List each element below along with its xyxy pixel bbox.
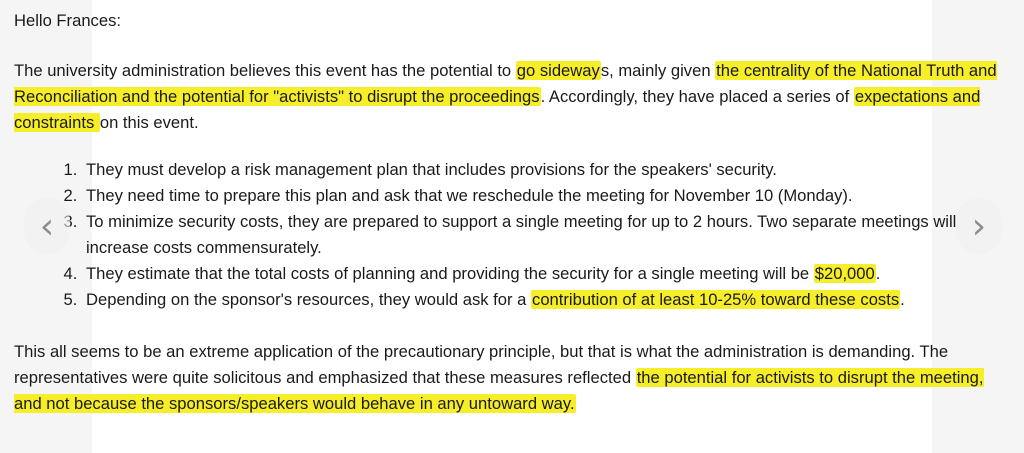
text-segment: To minimize security costs, they are prepared to support a single meeting for up to 2 hours. Two separate meetings will increase costs commensurately. [86, 212, 957, 257]
highlighted-text: the potential for activists to disrupt the meeting, and not because the sponsors/speakers would behave in any untoward way. [14, 368, 984, 413]
list-item [82, 183, 1010, 209]
text-segment: They estimate that the total costs of planning and providing the security for a single meeting will be [86, 264, 814, 283]
highlighted-text: the centrality of the National Truth and Reconciliation and the potential for "activists" to disrupt the proceedings [14, 61, 997, 106]
text-segment: on this event. [99, 113, 199, 132]
list-item [82, 287, 1010, 313]
greeting: Hello Frances: [14, 11, 121, 30]
list-item [82, 157, 1010, 183]
text-segment: . [875, 264, 881, 283]
text-segment: This all seems to be an extreme application of the precautionary principle, but that is what the administration is demanding. The representatives were quite solicitous and emphasized that these measures reflected [14, 342, 949, 387]
chevron-left-icon[interactable] [24, 198, 70, 254]
chevron-right-icon[interactable] [956, 198, 1002, 254]
paragraph-2 [14, 339, 1010, 417]
constraints-list [14, 157, 1010, 313]
highlighted-text: contribution of at least 10-25% toward these costs [532, 290, 900, 309]
highlighted-text: go sideway [516, 61, 600, 80]
paragraph-1 [14, 58, 1010, 136]
text-segment: They need time to prepare this plan and ask that we reschedule the meeting for November 10 (Monday). [86, 186, 853, 205]
text-segment: They must develop a risk management plan that includes provisions for the speakers' security. [86, 160, 777, 179]
list-item [82, 261, 1010, 287]
text-segment: The university administration believes this event has the potential to [14, 61, 516, 80]
highlighted-text: $20,000 [814, 264, 875, 283]
highlighted-text: expectations and constraints [14, 87, 981, 132]
text-segment: . Accordingly, they have placed a series of [540, 87, 854, 106]
next-glyph: › [971, 205, 987, 247]
prev-glyph: ‹ [39, 205, 55, 247]
list-item [82, 209, 1010, 261]
text-segment: s, mainly given [600, 61, 716, 80]
text-segment: . [900, 290, 905, 309]
message-text [14, 8, 1010, 417]
text-segment: Depending on the sponsor's resources, they would ask for a [86, 290, 532, 309]
